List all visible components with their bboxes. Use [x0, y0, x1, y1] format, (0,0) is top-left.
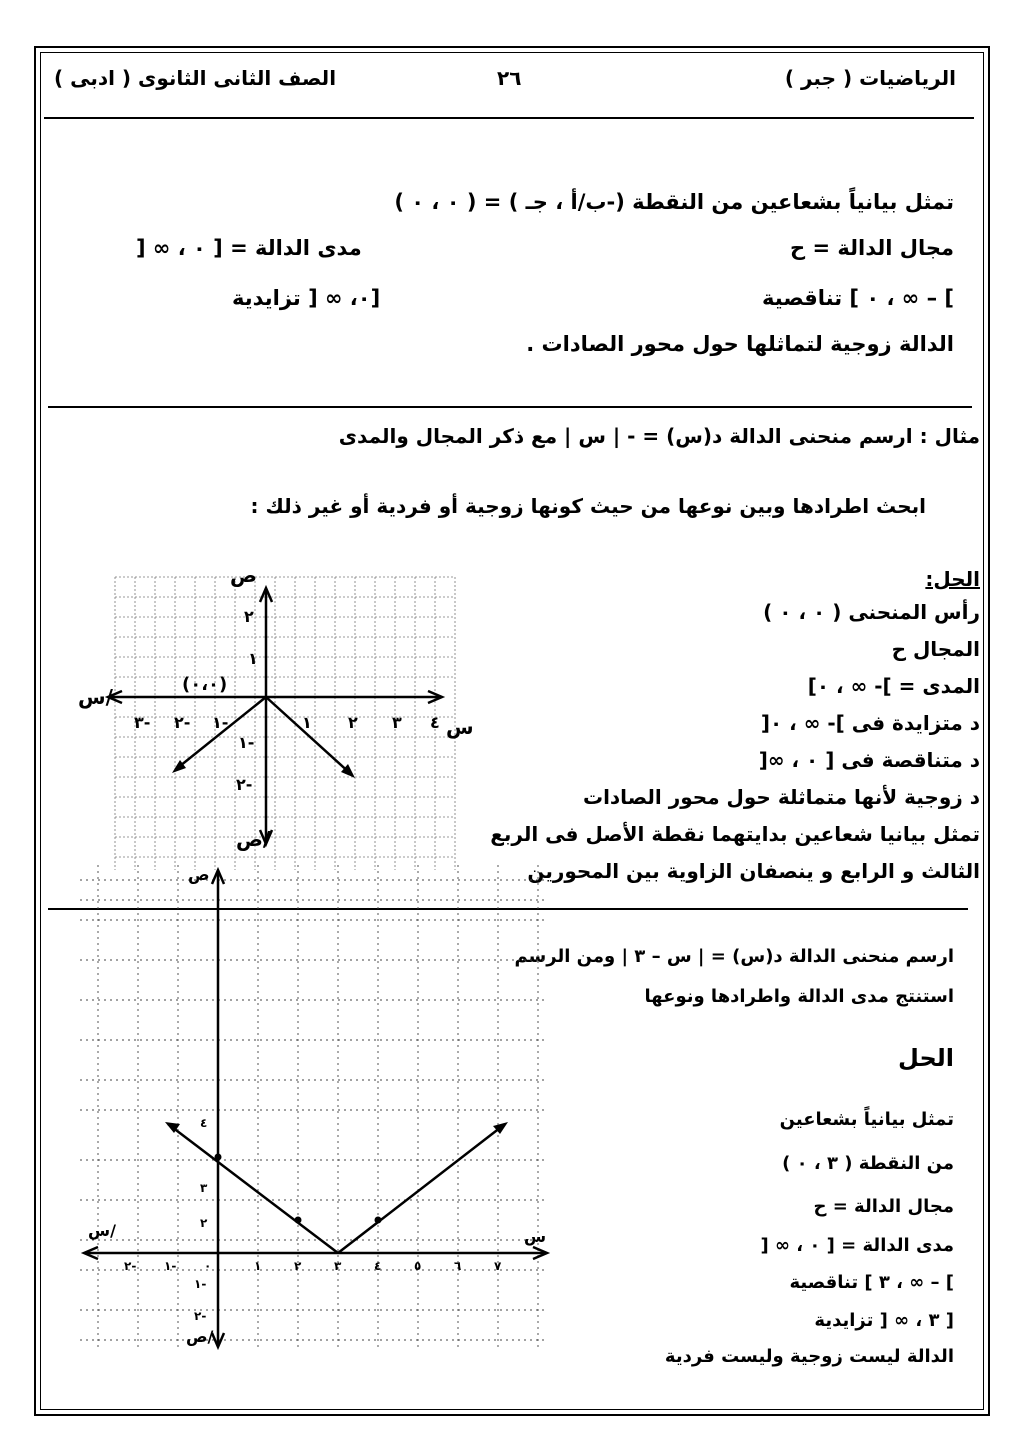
example1-y-tick: ٢-: [236, 775, 253, 794]
example2-solution-line: تمثل بيانياً بشعاعين: [779, 1109, 954, 1130]
example2-y-tick: ٢-: [194, 1309, 207, 1323]
example2-y-axis-neg-label: ص/: [186, 1327, 214, 1346]
example2-y-tick: ٣: [200, 1181, 208, 1195]
example1-x-tick: ٤: [430, 713, 440, 732]
example1-origin-label: (٠،٠): [182, 674, 228, 695]
example1-solution-line: الثالث و الرابع و ينصفان الزاوية بين المحورين: [527, 859, 980, 883]
example2-x-tick: ٢: [294, 1259, 302, 1273]
example1-solution-title: الحل:: [925, 567, 980, 591]
example2-y-tick: ٤: [200, 1116, 208, 1130]
example1-y-axis-label: ص: [230, 563, 257, 587]
example2-x-tick: ١: [254, 1259, 262, 1273]
example2-y-tick: ٢: [200, 1216, 208, 1230]
example1-x-tick: ١: [302, 713, 312, 732]
example2-x-tick: ٧: [494, 1259, 502, 1273]
example1-x-axis-neg-label: س/: [78, 685, 113, 709]
example2-y-tick: ١-: [194, 1277, 207, 1291]
header-grade: الصف الثانى الثانوى ( ادبى ): [54, 66, 337, 90]
example1-solution-line: تمثل بيانيا شعاعين بدايتهما نقطة الأصل فى الربع: [490, 822, 980, 846]
example2-solution-line: من النقطة ( ٣ ، ٠ ): [782, 1153, 954, 1174]
example1-solution-line: رأس المنحنى ( ٠ ، ٠ ): [763, 600, 980, 624]
example1-divider: [48, 908, 968, 910]
section1-decreasing: ] – ∞ ، ٠ ] تناقصية: [762, 286, 954, 310]
example1-solution-line: د زوجية لأنها متماثلة حول محور الصادات: [582, 785, 980, 809]
example2-solution-line: مجال الدالة = ح: [813, 1196, 954, 1217]
example2-x-tick: ٦: [454, 1259, 462, 1273]
example1-question-line2: ابحث اطرادها وبين نوعها من حيث كونها زوجية أو فردية أو غير ذلك :: [250, 494, 926, 518]
example1-x-tick: ٣: [392, 713, 402, 732]
example1-y-axis-neg-label: ص/: [236, 827, 271, 851]
example1-solution-line: المدى = ]- ∞ ، ٠]: [807, 674, 980, 698]
section1-divider: [48, 406, 972, 408]
example1-solution-line: د متناقصة فى [ ٠ ، ∞[: [758, 748, 980, 772]
example2-x-tick: ٠: [204, 1259, 212, 1273]
example2-question-line1: ارسم منحنى الدالة د(س) = | س – ٣ | ومن الرسم: [514, 946, 954, 967]
section1-increasing: [٠، ∞ [ تزايدية: [232, 286, 381, 310]
example1-solution-line: المجال ح: [891, 637, 980, 661]
example2-solution-title: الحل: [898, 1044, 954, 1072]
section1-symmetry: الدالة زوجية لتماثلها حول محور الصادات .: [526, 332, 954, 356]
example2-y-axis-label: ص: [188, 865, 210, 884]
example2-x-tick: ١-: [164, 1259, 177, 1273]
example2-solution-line: [ ٣ ، ∞ [ تزايدية: [814, 1310, 954, 1331]
example2-x-tick: ٤: [374, 1259, 382, 1273]
example1-y-tick: ٢: [244, 607, 254, 626]
example2-x-axis-neg-label: س/: [88, 1221, 116, 1240]
example2-x-tick: ٢-: [124, 1259, 137, 1273]
example1-x-tick: ٣-: [134, 713, 151, 732]
example1-x-tick: ١-: [212, 713, 229, 732]
example2-x-tick: ٣: [334, 1259, 342, 1273]
example1-y-tick: ١-: [238, 733, 255, 752]
example1-x-tick: ٢-: [174, 713, 191, 732]
example2-solution-line: الدالة ليست زوجية وليست فردية: [664, 1346, 954, 1367]
header-page-number: ٢٦: [497, 66, 522, 90]
section1-range: مدى الدالة = [ ٠ ، ∞ [: [136, 236, 362, 260]
example2-x-axis-label: س: [524, 1227, 547, 1246]
example2-question-line2: استنتج مدى الدالة واطرادها ونوعها: [644, 986, 954, 1007]
example2-solution-line: مدى الدالة = [ ٠ ، ∞ [: [760, 1235, 954, 1256]
section1-line1: تمثل بيانياً بشعاعين من النقطة (-ب/أ ، جـ ) = ( ٠ ، ٠ ): [394, 190, 954, 214]
example1-x-axis-label: س: [446, 715, 474, 739]
example2-x-tick: ٥: [414, 1259, 422, 1273]
example1-question-line1: مثال : ارسم منحنى الدالة د(س) = - | س | مع ذكر المجال والمدى: [338, 424, 980, 448]
example1-y-tick: ١: [248, 649, 258, 668]
example2-solution-line: ] – ∞ ، ٣ ] تناقصية: [789, 1272, 954, 1293]
header-subject: الرياضيات ( جبر ): [784, 66, 956, 90]
section1-domain: مجال الدالة = ح: [790, 236, 954, 260]
header-divider: [44, 117, 974, 119]
example1-x-tick: ٢: [348, 713, 358, 732]
example1-solution-line: د متزايدة فى ]- ∞ ، ٠[: [760, 711, 980, 735]
